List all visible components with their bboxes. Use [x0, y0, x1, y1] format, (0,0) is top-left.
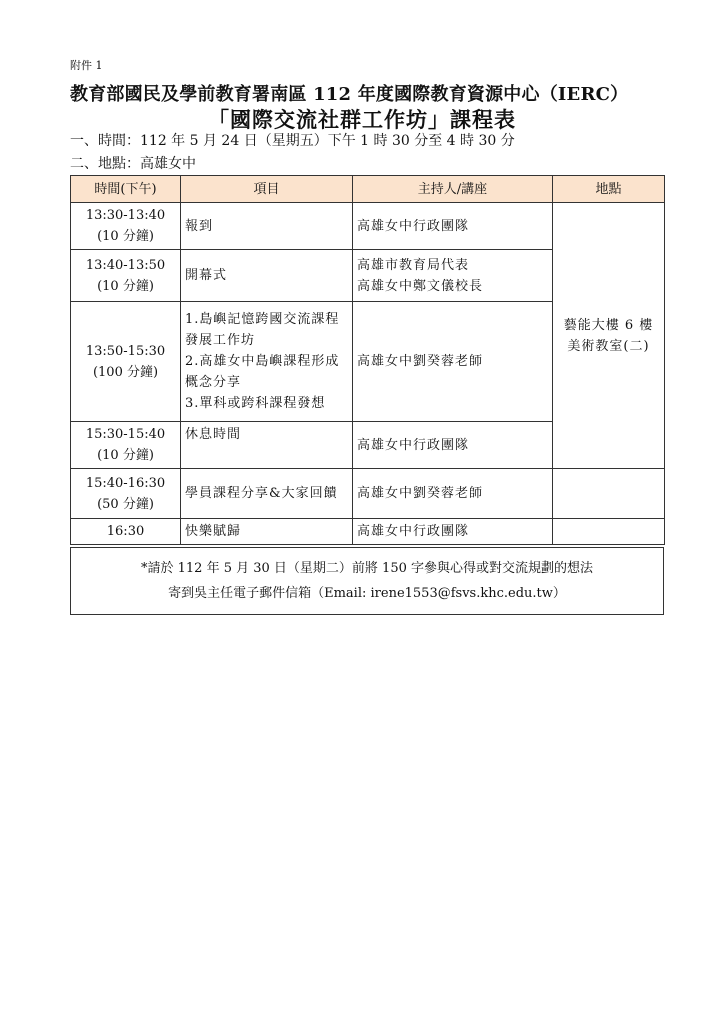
item-text: 1.島嶼記憶跨國交流課程發展工作坊	[185, 312, 340, 348]
host-text: 高雄女中劉癸蓉老師	[357, 486, 484, 501]
item-text: 快樂賦歸	[185, 524, 242, 539]
host-text: 高雄女中行政團隊	[357, 524, 470, 539]
time-range: 13:30-13:40	[85, 208, 166, 223]
header-item: 項目	[181, 176, 353, 203]
time-range: 16:30	[106, 524, 145, 539]
host-cell	[353, 519, 553, 545]
host-text: 高雄女中行政團隊	[357, 437, 470, 453]
document-title: 教育部國民及學前教育署南區 112 年度國際教育資源中心（IERC）	[70, 84, 629, 105]
time-cell	[71, 422, 181, 469]
host-cell	[353, 203, 553, 250]
time-cell	[71, 469, 181, 519]
time-range: 15:40-16:30	[85, 475, 166, 491]
duration: (10 分鐘)	[97, 229, 154, 244]
location-empty-cell	[553, 469, 665, 519]
document-subtitle: 「國際交流社群工作坊」課程表	[208, 107, 516, 132]
time-range: 15:30-15:40	[85, 427, 166, 442]
item-text: 報到	[185, 218, 214, 234]
location-empty-cell	[553, 519, 665, 545]
item-cell	[181, 422, 353, 469]
time-range: 13:50-15:30	[85, 343, 166, 359]
item-text: 開幕式	[185, 268, 228, 283]
location-building: 藝能大樓 6 樓	[563, 317, 654, 333]
host-cell	[353, 302, 553, 422]
time-cell	[71, 203, 181, 250]
host-text: 高雄女中劉癸蓉老師	[357, 354, 484, 369]
note-line2: 寄到吳主任電子郵件信箱（Email: irene1553@fsvs.khc.edu.tw）	[168, 586, 566, 601]
host-text: 高雄市教育局代表	[357, 257, 470, 273]
duration: (50 分鐘)	[97, 496, 154, 512]
item-cell	[181, 469, 353, 519]
item-cell	[181, 519, 353, 545]
time-cell	[71, 250, 181, 302]
schedule-table	[70, 175, 665, 545]
duration: (10 分鐘)	[97, 278, 154, 294]
host-text: 高雄女中鄭文儀校長	[357, 278, 484, 294]
time-cell	[71, 519, 181, 545]
attachment-label: 附件 1	[70, 59, 103, 72]
header-host: 主持人/講座	[353, 176, 553, 203]
item-cell	[181, 302, 353, 422]
host-text: 高雄女中行政團隊	[357, 218, 470, 234]
submission-note	[70, 547, 664, 615]
header-location: 地點	[553, 176, 665, 203]
host-cell	[353, 250, 553, 302]
event-place: 二、地點：高雄女中	[70, 156, 196, 172]
host-cell	[353, 422, 553, 469]
header-time: 時間(下午)	[71, 176, 181, 203]
item-text: 學員課程分享&大家回饋	[185, 486, 338, 501]
time-cell	[71, 302, 181, 422]
item-text: 3.單科或跨科課程發想	[185, 396, 326, 411]
table-row	[71, 469, 665, 519]
item-cell	[181, 250, 353, 302]
item-text: 休息時間	[185, 427, 242, 442]
table-row	[71, 519, 665, 545]
item-text: 2.高雄女中島嶼課程形成概念分享	[185, 354, 340, 390]
location-room: 美術教室(二)	[567, 338, 650, 354]
item-cell	[181, 203, 353, 250]
host-cell	[353, 469, 553, 519]
table-row	[71, 203, 665, 250]
event-time: 一、時間：112 年 5 月 24 日（星期五）下午 1 時 30 分至 4 時 30 分	[70, 133, 515, 149]
duration: (100 分鐘)	[92, 364, 159, 380]
location-cell	[553, 203, 665, 469]
duration: (10 分鐘)	[97, 448, 154, 463]
note-line1: *請於 112 年 5 月 30 日（星期二）前將 150 字參與心得或對交流規劃的想法	[141, 561, 593, 576]
time-range: 13:40-13:50	[85, 257, 166, 273]
table-header-row	[71, 176, 665, 203]
